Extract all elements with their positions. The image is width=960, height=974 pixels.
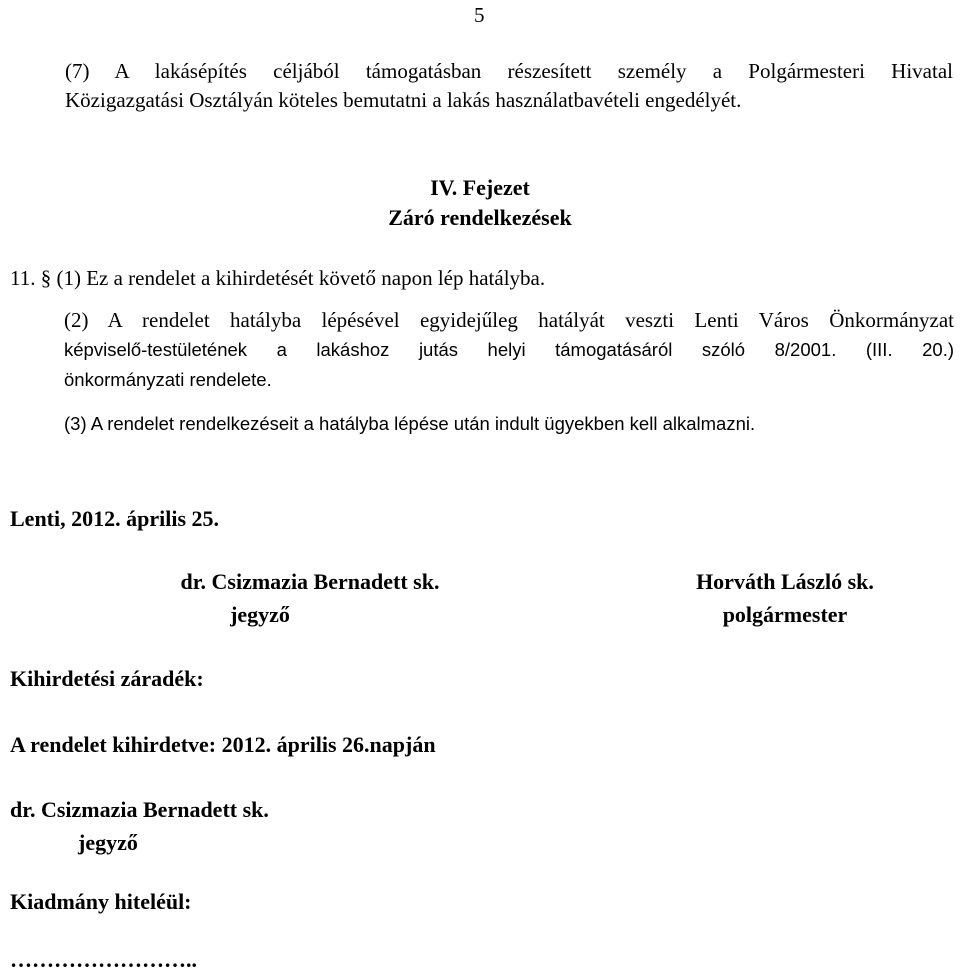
chapter-number: IV. Fejezet xyxy=(430,175,530,200)
section-11-paragraph-1: 11. § (1) Ez a rendelet a kihirdetését követő napon lép hatályba. xyxy=(10,266,546,290)
signatory-name-right: Horváth László sk. xyxy=(696,569,874,594)
certified-signature-line: …………………….. xyxy=(10,947,197,972)
paragraph-7-line-2: Közigazgatási Osztályán köteles bemutatni a lakás használatbavételi engedélyét. xyxy=(65,88,742,112)
chapter-title: Záró rendelkezések xyxy=(388,205,572,230)
paragraph-7-line-1: (7) A lakásépítés céljából támogatásban részesített személy a Polgármesteri Hivatal xyxy=(65,59,953,83)
promulgation-signer-name: dr. Csizmazia Bernadett sk. xyxy=(10,797,269,822)
page-number: 5 xyxy=(474,3,485,27)
signatory-name-left: dr. Csizmazia Bernadett sk. xyxy=(180,569,440,594)
certified-heading: Kiadmány hiteléül: xyxy=(10,889,192,914)
section-11-paragraph-2-line-1: (2) A rendelet hatályba lépésével egyidejűleg hatályát veszti Lenti Város Önkormányzat xyxy=(64,308,954,332)
promulgation-heading: Kihirdetési záradék: xyxy=(10,666,204,691)
section-11-paragraph-2-line-2: képviselő-testületének a lakáshoz jutás helyi támogatásáról szóló 8/2001. (III. 20.) xyxy=(64,339,954,360)
section-11-paragraph-3: (3) A rendelet rendelkezéseit a hatályba lépése után indult ügyekben kell alkalmazni. xyxy=(64,413,756,434)
section-11-paragraph-2-line-3: önkormányzati rendelete. xyxy=(64,369,272,390)
signatory-title-left: jegyző xyxy=(230,602,290,627)
place-and-date: Lenti, 2012. április 25. xyxy=(10,506,220,531)
promulgation-signer-title: jegyző xyxy=(78,830,138,855)
signatory-title-right: polgármester xyxy=(722,602,848,627)
promulgation-text: A rendelet kihirdetve: 2012. április 26.napján xyxy=(10,732,436,757)
